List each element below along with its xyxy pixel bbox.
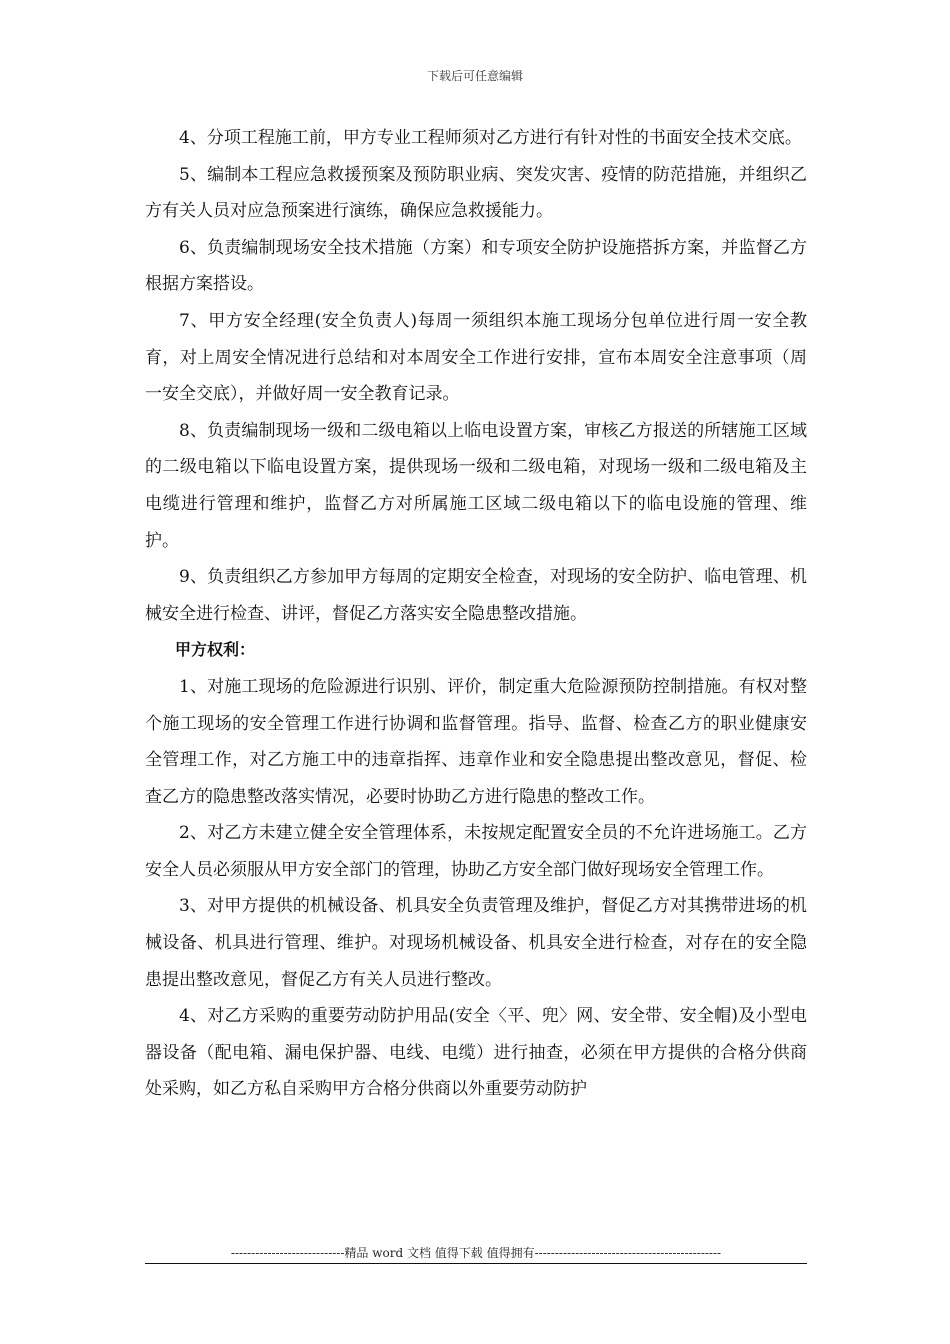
rights-item-4: 4、对乙方采购的重要劳动防护用品(安全〈平、兜〉网、安全带、安全帽)及小型电器设备（配电箱、漏电保护器、电线、电缆）进行抽查，必须在甲方提供的合格分供商处采购，如乙方私自采购甲方合格分供商以外重要劳动防护 <box>145 1006 807 1100</box>
paragraph-item-9: 9、负责组织乙方参加甲方每周的定期安全检查，对现场的安全防护、临电管理、机械安全进行检查、讲评，督促乙方落实安全隐患整改措施。 <box>145 567 807 624</box>
page-header: 下载后可任意编辑 <box>426 69 523 83</box>
rights-item-3: 3、对甲方提供的机械设备、机具安全负责管理及维护，督促乙方对其携带进场的机械设备、机具进行管理、维护。对现场机械设备、机具安全进行检查，对存在的安全隐患提出整改意见，督促乙方有关人员进行整改。 <box>145 896 807 990</box>
page-footer: ----------------------------精品 word 文档 值得下载 值得拥有---------------------------------------------- <box>230 1246 722 1260</box>
rights-item-1: 1、对施工现场的危险源进行识别、评价，制定重大危险源预防控制措施。有权对整个施工现场的安全管理工作进行协调和监督管理。指导、监督、检查乙方的职业健康安全管理工作，对乙方施工中的违章指挥、违章作业和安全隐患提出整改意见，督促、检查乙方的隐患整改落实情况，必要时协助乙方进行隐患的整改工作。 <box>145 676 807 807</box>
footer-divider <box>145 1263 807 1264</box>
rights-item-2: 2、对乙方未建立健全安全管理体系，未按规定配置安全员的不允许进场施工。乙方安全人员必须服从甲方安全部门的管理，协助乙方安全部门做好现场安全管理工作。 <box>145 823 807 880</box>
paragraph-item-7: 7、甲方安全经理(安全负责人)每周一须组织本施工现场分包单位进行周一安全教育，对上周安全情况进行总结和对本周安全工作进行安排，宣布本周安全注意事项（周一安全交底），并做好周一安全教育记录。 <box>145 310 807 405</box>
paragraph-item-8: 8、负责编制现场一级和二级电箱以上临电设置方案，审核乙方报送的所辖施工区域的二级电箱以下临电设置方案，提供现场一级和二级电箱，对现场一级和二级电箱及主电缆进行管理和维护，监督乙方对所属施工区域二级电箱以下的临电设施的管理、维护。 <box>145 420 807 551</box>
paragraph-item-4: 4、分项工程施工前，甲方专业工程师须对乙方进行有针对性的书面安全技术交底。 <box>179 128 802 148</box>
paragraph-item-5: 5、编制本工程应急救援预案及预防职业病、突发灾害、疫情的防范措施，并组织乙方有关人员对应急预案进行演练，确保应急救援能力。 <box>145 164 807 222</box>
section-heading-rights: 甲方权利： <box>175 640 256 660</box>
document-body <box>145 120 807 1108</box>
paragraph-item-6: 6、负责编制现场安全技术措施（方案）和专项安全防护设施搭拆方案，并监督乙方根据方案搭设。 <box>145 237 807 295</box>
